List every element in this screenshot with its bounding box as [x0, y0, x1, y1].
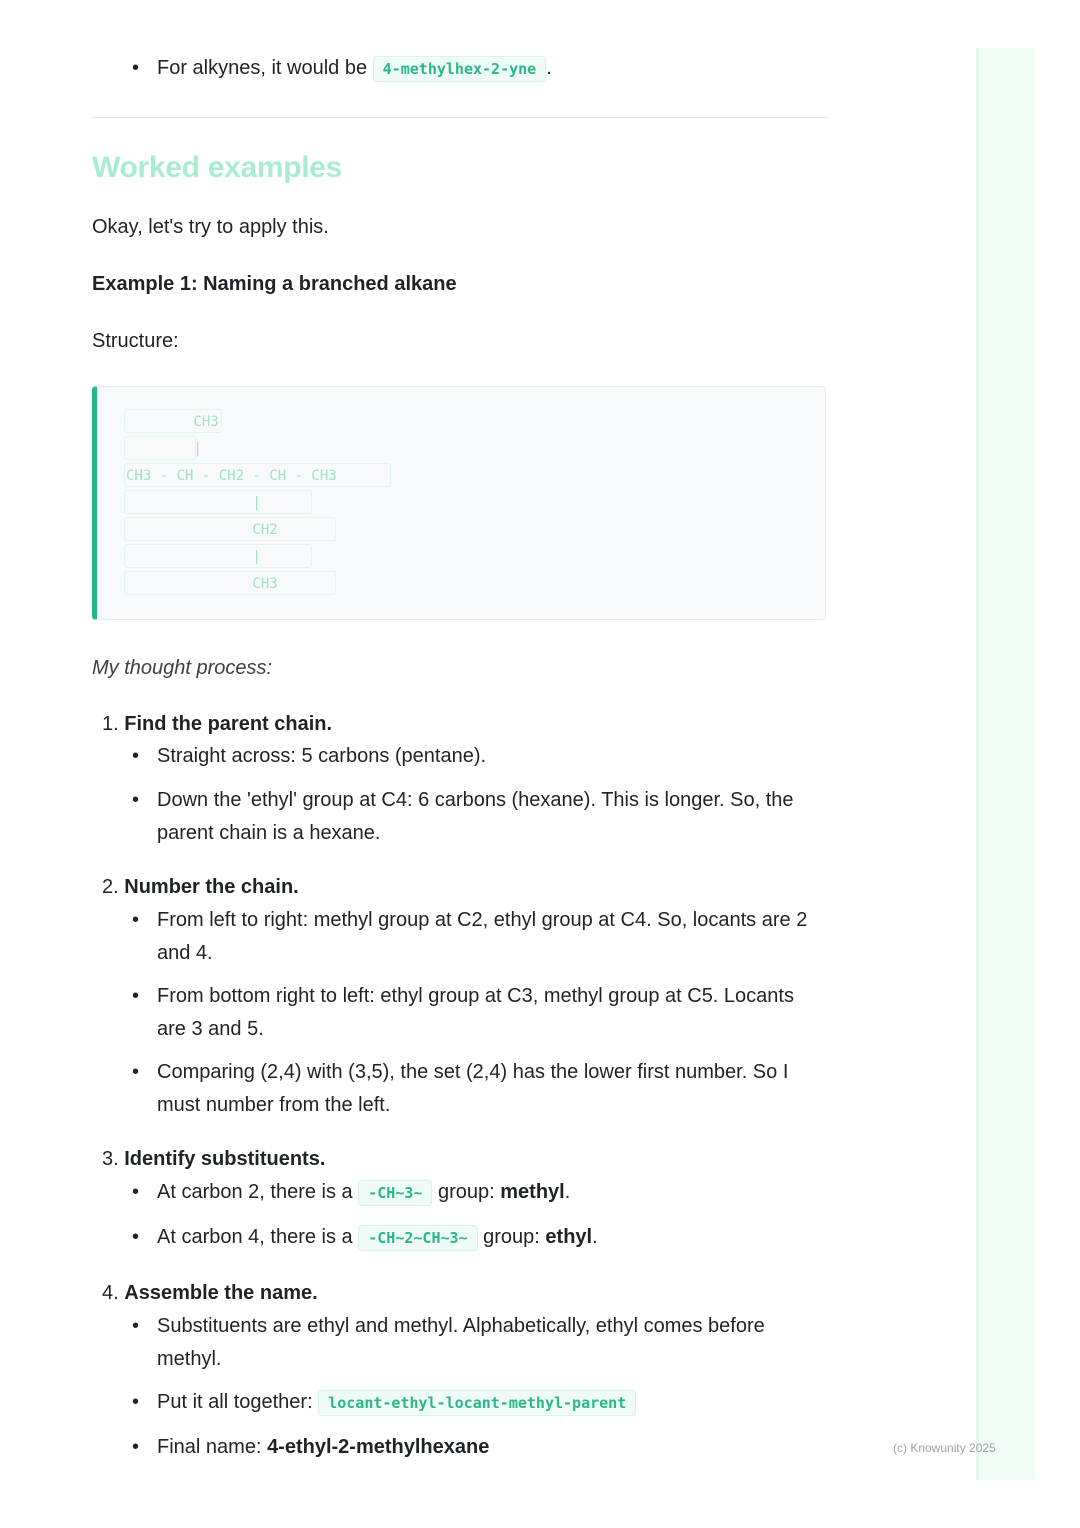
step-2-bullet-2: From bottom right to left: ethyl group at C3, methyl group at C5. Locants are 3 and 5. — [157, 985, 794, 1040]
step-number: 2. — [102, 876, 119, 898]
copyright-footer: (c) Knowunity 2025 — [893, 1441, 996, 1455]
section-divider — [92, 117, 828, 118]
substituent-text: At carbon 4, there is a — [157, 1226, 353, 1248]
bullet-dot: • — [132, 1181, 140, 1203]
structure-line: CH3 — [124, 409, 222, 433]
step-3-bullet-1 — [157, 1176, 837, 1210]
bullet-dot: • — [132, 789, 140, 811]
step-number: 3. — [102, 1148, 119, 1170]
step-4-heading — [102, 1277, 318, 1310]
bullet-dot: • — [132, 985, 140, 1007]
step-2-bullet-1: From left to right: methyl group at C2, ethyl group at C4. So, locants are 2 and 4. — [157, 909, 808, 964]
section-heading: Worked examples — [92, 151, 343, 184]
step-number: 1. — [102, 713, 119, 735]
bullet-dot: • — [132, 57, 140, 79]
name-template-code: locant-ethyl-locant-methyl-parent — [318, 1390, 636, 1416]
intro-paragraph: Okay, let's try to apply this. — [92, 216, 329, 238]
structure-line: CH3 — [124, 571, 336, 595]
step-2-bullet-3: Comparing (2,4) with (3,5), the set (2,4) has the lower first number. So I must number from the left. — [157, 1061, 789, 1116]
substituent-formula-code: -CH~2~CH~3~ — [358, 1225, 477, 1251]
alkyne-example-code: 4-methylhex-2-yne — [373, 56, 547, 82]
thought-process-label: My thought process: — [92, 657, 273, 679]
substituent-text: group: — [437, 1181, 495, 1203]
bullet-dot: • — [132, 1061, 140, 1083]
structure-line: | — [124, 490, 312, 514]
alkyne-bullet-period: . — [546, 57, 552, 79]
structure-line: | — [124, 544, 312, 568]
substituent-period: . — [564, 1181, 571, 1203]
step-4-bullet-2 — [157, 1386, 837, 1420]
step-1-heading — [102, 708, 332, 741]
substituent-name: ethyl — [545, 1226, 593, 1248]
substituent-name: methyl — [500, 1181, 565, 1203]
step-number: 4. — [102, 1282, 119, 1304]
step-4-bullet-3 — [157, 1431, 837, 1464]
bullet-dot: • — [132, 909, 140, 931]
structure-label: Structure: — [92, 330, 179, 352]
example-title: Example 1: Naming a branched alkane — [92, 273, 457, 295]
step-title: Identify substituents. — [124, 1148, 326, 1170]
step-title: Find the parent chain. — [124, 713, 333, 735]
bullet-dot: • — [132, 1226, 140, 1248]
step-3-heading — [102, 1143, 325, 1176]
substituent-period: . — [592, 1226, 598, 1248]
final-name-label: Final name: — [157, 1436, 262, 1458]
alkyne-bullet — [157, 52, 837, 86]
bullet-dot: • — [132, 1391, 140, 1413]
structure-code-block — [92, 386, 826, 620]
structure-line: CH3 - CH - CH2 - CH - CH3 — [124, 463, 391, 487]
substituent-formula-code: -CH~3~ — [358, 1180, 432, 1206]
template-label: Put it all together: — [157, 1391, 313, 1413]
bullet-dot: • — [132, 745, 140, 767]
step-1-bullet-1: Straight across: 5 carbons (pentane). — [157, 745, 487, 767]
step-4-bullet-1: Substituents are ethyl and methyl. Alphabetically, ethyl comes before methyl. — [157, 1315, 765, 1370]
step-2-heading — [102, 871, 299, 904]
substituent-text: At carbon 2, there is a — [157, 1181, 353, 1203]
bullet-dot: • — [132, 1436, 140, 1458]
structure-line: CH2 — [124, 517, 336, 541]
step-title: Number the chain. — [124, 876, 299, 898]
final-name: 4-ethyl-2-methylhexane — [267, 1436, 490, 1458]
step-3-bullet-2 — [157, 1221, 837, 1255]
step-1-bullet-2: Down the 'ethyl' group at C4: 6 carbons (hexane). This is longer. So, the parent chain is a hexane. — [157, 789, 794, 844]
side-strip — [976, 48, 1035, 1480]
step-title: Assemble the name. — [124, 1282, 318, 1304]
structure-line: | — [124, 436, 196, 460]
bullet-dot: • — [132, 1315, 140, 1337]
alkyne-bullet-text: For alkynes, it would be — [157, 57, 368, 79]
substituent-text: group: — [483, 1226, 540, 1248]
